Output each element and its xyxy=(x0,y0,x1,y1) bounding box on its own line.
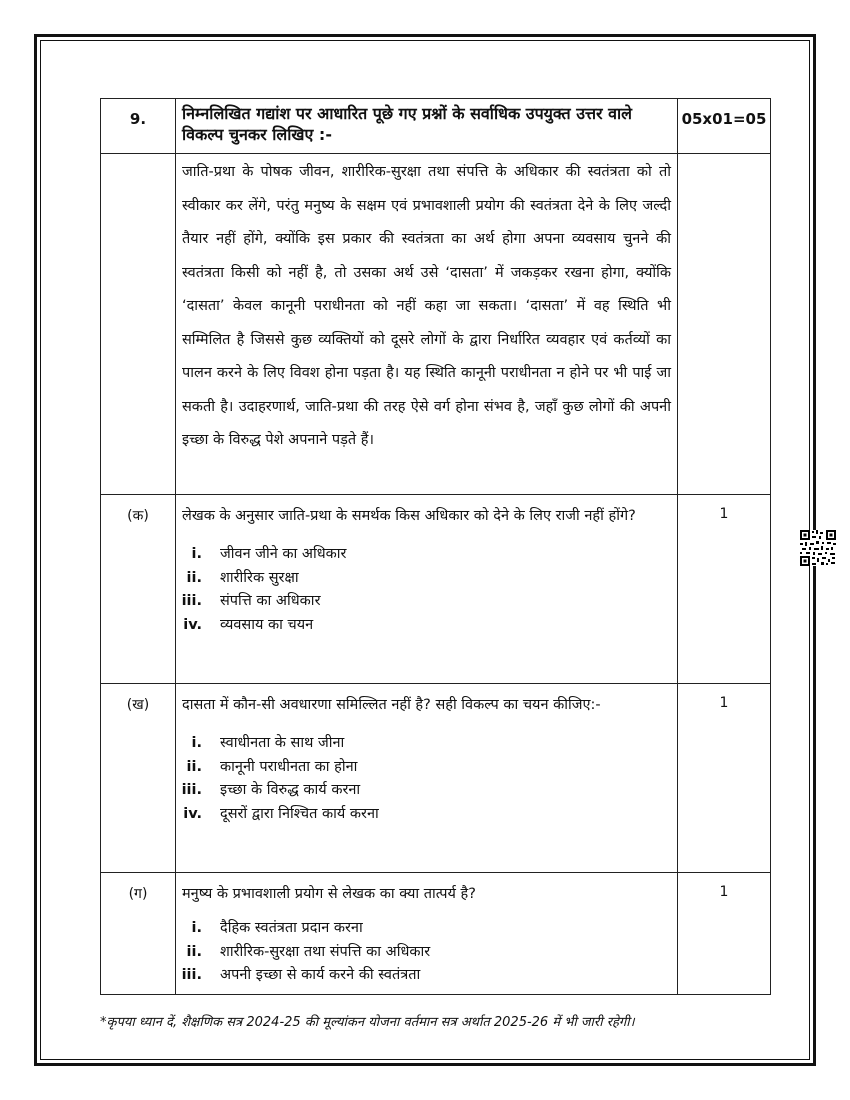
option-text: स्वाधीनता के साथ जीना xyxy=(220,735,345,751)
option-item xyxy=(176,614,677,638)
option-numeral: iii. xyxy=(181,782,202,798)
option-text: शारीरिक-सुरक्षा तथा संपत्ति का अधिकार xyxy=(220,943,431,960)
option-numeral: iv. xyxy=(183,805,202,822)
option-numeral: i. xyxy=(191,735,202,751)
option-numeral: iii. xyxy=(181,593,202,609)
subquestion-text: मनुष्य के प्रभावशाली प्रयोग से लेखक का क्या तात्पर्य है? xyxy=(182,886,476,902)
subquestion-label: (ख) xyxy=(101,684,176,873)
option-numeral: iii. xyxy=(181,967,202,983)
option-text: शारीरिक सुरक्षा xyxy=(220,569,299,586)
option-text: इच्छा के विरुद्ध कार्य करना xyxy=(220,782,361,798)
subquestion-label: (ग) xyxy=(101,873,176,995)
option-text: व्यवसाय का चयन xyxy=(220,616,314,633)
option-list xyxy=(176,917,677,988)
question-number: 9. xyxy=(101,99,176,154)
subquestion-body xyxy=(176,495,678,684)
option-item xyxy=(176,964,677,988)
option-numeral: iv. xyxy=(183,616,202,633)
option-text: दैहिक स्वतंत्रता प्रदान करना xyxy=(220,920,363,936)
qr-code-icon[interactable] xyxy=(800,530,836,566)
question-marks: 05x01=05 xyxy=(678,99,771,154)
option-numeral: ii. xyxy=(186,758,202,775)
option-numeral: i. xyxy=(191,546,202,562)
passage-row xyxy=(101,154,771,495)
subquestion-row xyxy=(101,684,771,873)
option-text: जीवन जीने का अधिकार xyxy=(220,546,347,562)
option-numeral: ii. xyxy=(186,943,202,960)
option-item xyxy=(176,732,677,756)
option-text: संपत्ति का अधिकार xyxy=(220,593,321,609)
option-numeral: i. xyxy=(191,920,202,936)
option-item xyxy=(176,803,677,827)
option-item xyxy=(176,917,677,941)
subquestion-text: लेखक के अनुसार जाति-प्रथा के समर्थक किस अधिकार को देने के लिए राजी नहीं होंगे? xyxy=(182,508,636,524)
option-item xyxy=(176,543,677,567)
option-item xyxy=(176,779,677,803)
subquestion-label: (क) xyxy=(101,495,176,684)
option-text: अपनी इच्छा से कार्य करने की स्वतंत्रता xyxy=(220,967,421,983)
subquestion-row xyxy=(101,495,771,684)
subquestion-text: दासता में कौन-सी अवधारणा समिल्लित नहीं है? सही विकल्प का चयन कीजिए:- xyxy=(182,697,601,713)
option-numeral: ii. xyxy=(186,569,202,586)
question-heading: निम्नलिखित गद्यांश पर आधारित पूछे गए प्रश्नों के सर्वाधिक उपयुक्त उत्तर वाले विकल्प चुनकर लिखिए :- xyxy=(176,99,678,154)
subquestion-marks: 1 xyxy=(678,684,771,873)
option-text: कानूनी पराधीनता का होना xyxy=(220,758,358,775)
question-table xyxy=(100,98,771,995)
subquestion-marks: 1 xyxy=(678,873,771,995)
footnote: *कृपया ध्यान दें, शैक्षणिक सत्र 2024-25 की मूल्यांकन योजना वर्तमान सत्र अर्थात 2025-26 में भी जारी रहेगी। xyxy=(100,1015,635,1030)
subquestion-marks: 1 xyxy=(678,495,771,684)
option-list xyxy=(176,732,677,826)
option-item xyxy=(176,567,677,591)
option-list xyxy=(176,543,677,637)
passage-empty-cell xyxy=(101,154,176,495)
option-item xyxy=(176,756,677,780)
option-item xyxy=(176,590,677,614)
question-header-row xyxy=(101,99,771,154)
option-item xyxy=(176,941,677,965)
subquestion-body xyxy=(176,873,678,995)
subquestion-row xyxy=(101,873,771,995)
passage-text: जाति-प्रथा के पोषक जीवन, शारीरिक-सुरक्षा तथा संपत्ति के अधिकार की स्वतंत्रता को तो स्वीकार कर लेंगे, परंतु मनुष्य के सक्षम एवं प्रभावशाली प्रयोग की स्वतंत्रता देने के लिए जल्दी तैयार नहीं होंगे, क्योंकि इस प्रकार की स्वतंत्रता का अर्थ होगा अपना व्यवसाय चुनने की स्वतंत्रता किसी को नहीं है, तो उसका अर्थ उसे ‘दासता’ में जकड़कर रखना होगा, क्योंकि ‘दासता’ केवल कानूनी पराधीनता को नहीं कहा जा सकता। ‘दासता’ में वह स्थिति भी सम्मिलित है जिससे कुछ व्यक्तियों को दूसरे लोगों के द्वारा निर्धारित व्यवहार एवं कर्तव्यों का पालन करने के लिए विवश होना पड़ता है। यह स्थिति कानूनी पराधीनता न होने पर भी पाई जा सकती है। उदाहरणार्थ, जाति-प्रथा की तरह ऐसे वर्ग होना संभव है, जहाँ कुछ लोगों की अपनी इच्छा के विरुद्ध पेशे अपनाने पड़ते हैं। xyxy=(176,154,678,495)
option-text: दूसरों द्वारा निश्चित कार्य करना xyxy=(220,805,379,822)
passage-marks-cell xyxy=(678,154,771,495)
subquestion-body xyxy=(176,684,678,873)
